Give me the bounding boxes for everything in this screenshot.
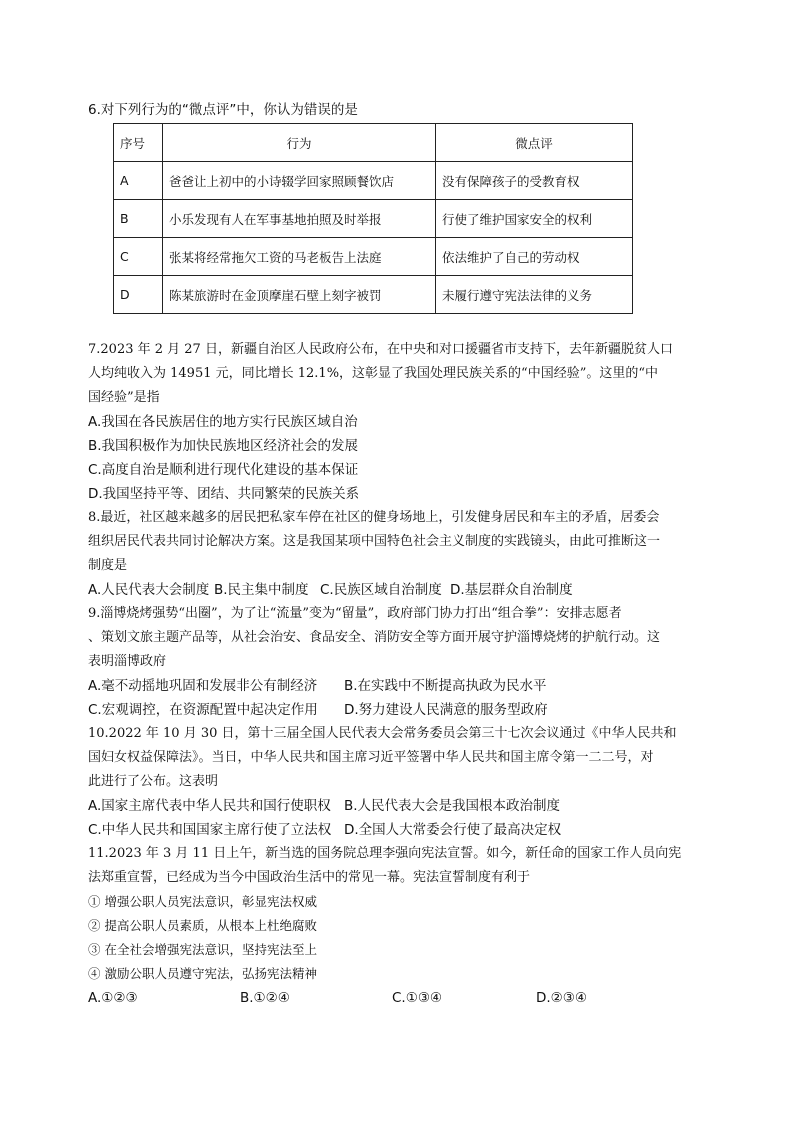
row-comment: 行使了维护国家安全的权利 [436, 200, 633, 238]
q7-option-c: C.高度自治是顺利进行现代化建设的基本保证 [88, 462, 359, 478]
q8-line-2: 组织居民代表共同讨论解决方案。这是我国某项中国特色社会主义制度的实践镜头，由此可推断这一 [88, 534, 661, 549]
q11-line-2: 法郑重宣誓，已经成为当今中国政治生活中的常见一幕。宪法宣誓制度有利于 [88, 870, 531, 885]
table-row [114, 238, 633, 276]
q10-option-b: B.人民代表大会是我国根本政治制度 [344, 798, 561, 814]
row-comment: 未履行遵守宪法法律的义务 [436, 276, 633, 314]
row-index: C [114, 238, 163, 276]
table-row [114, 276, 633, 314]
header-cell-comment: 微点评 [436, 124, 633, 162]
q9-options-row-1 [88, 674, 708, 698]
q11-option-a: A.①②③ [88, 990, 138, 1006]
q8-line-3: 制度是 [88, 558, 128, 573]
q10-option-d: D.全国人大常委会行使了最高决定权 [344, 822, 562, 838]
q11-item-4: ④ 激励公职人员遵守宪法，弘扬宪法精神 [88, 966, 317, 981]
row-index: B [114, 200, 163, 238]
q11-item-2: ② 提高公职人员素质，从根本上杜绝腐败 [88, 918, 317, 933]
row-index: A [114, 162, 163, 200]
q10-line-1: 10.2022 年 10 月 30 日，第十三届全国人民代表大会常务委员会第三十七次会议通过《中华人民共和 [88, 726, 677, 741]
q9-line-1: 9.淄博烧烤强势“出圈”，为了让“流量”变为“留量”，政府部门协力打出“组合拳”：安排志愿者 [88, 606, 622, 621]
q10-line-2: 国妇女权益保障法》。当日，中华人民共和国主席习近平签署中华人民共和国主席令第一二二号，对 [88, 750, 654, 765]
q9-options-row-2 [88, 698, 708, 722]
row-comment: 依法维护了自己的劳动权 [436, 238, 633, 276]
q6-stem: 6.对下列行为的“微点评”中，你认为错误的是 [88, 102, 358, 118]
q10-line-3: 此进行了公布。这表明 [88, 774, 219, 789]
header-cell-index: 序号 [114, 124, 163, 162]
q10-options-row-1 [88, 794, 708, 818]
row-behavior: 爸爸让上初中的小诗辍学回家照顾餐饮店 [163, 162, 436, 200]
row-comment: 没有保障孩子的受教育权 [436, 162, 633, 200]
row-behavior: 陈某旅游时在金顶摩崖石壁上刻字被罚 [163, 276, 436, 314]
q9-option-a: A.毫不动摇地巩固和发展非公有制经济 [88, 678, 318, 694]
q8-options [88, 578, 708, 602]
q11-item-1: ① 增强公职人员宪法意识，彰显宪法权威 [88, 894, 317, 909]
table-row [114, 200, 633, 238]
q8-option-a: A.人民代表大会制度 [88, 582, 210, 598]
row-behavior: 张某将经常拖欠工资的马老板告上法庭 [163, 238, 436, 276]
q11-option-c: C.①③④ [392, 990, 443, 1006]
q9-line-3: 表明淄博政府 [88, 654, 167, 669]
q7-option-b: B.我国积极作为加快民族地区经济社会的发展 [88, 438, 359, 454]
row-behavior: 小乐发现有人在军事基地拍照及时举报 [163, 200, 436, 238]
q8-option-c: C.民族区域自治制度 [320, 582, 442, 598]
q7-option-a: A.我国在各民族居住的地方实行民族区域自治 [88, 414, 358, 430]
q9-option-d: D.努力建设人民满意的服务型政府 [344, 702, 548, 718]
table-header-row [114, 124, 633, 162]
q10-options-row-2 [88, 818, 708, 842]
q8-option-b: B.民主集中制度 [214, 582, 309, 598]
row-index: D [114, 276, 163, 314]
q10-option-a: A.国家主席代表中华人民共和国行使职权 [88, 798, 331, 814]
q7-option-d: D.我国坚持平等、团结、共同繁荣的民族关系 [88, 486, 360, 502]
q7-line-2: 人均纯收入为 14951 元，同比增长 12.1%，这彰显了我国处理民族关系的“中国经验”。这里的“中 [88, 366, 658, 381]
q11-option-d: D.②③④ [536, 990, 587, 1006]
q11-options [88, 986, 708, 1010]
q7-line-1: 7.2023 年 2 月 27 日，新疆自治区人民政府公布，在中央和对口援疆省市支持下，去年新疆脱贫人口 [88, 342, 673, 357]
q9-option-c: C.宏观调控，在资源配置中起决定作用 [88, 702, 318, 718]
q7-line-3: 国经验”是指 [88, 390, 160, 405]
q11-line-1: 11.2023 年 3 月 11 日上午，新当选的国务院总理李强向宪法宣誓。如今，新任命的国家工作人员向宪 [88, 846, 682, 861]
table-row [114, 162, 633, 200]
q9-option-b: B.在实践中不断提高执政为民水平 [344, 678, 547, 694]
q10-option-c: C.中华人民共和国国家主席行使了立法权 [88, 822, 332, 838]
q9-line-2: 、策划文旅主题产品等，从社会治安、食品安全、消防安全等方面开展守护淄博烧烤的护航行动。这 [88, 630, 661, 645]
q8-option-d: D.基层群众自治制度 [450, 582, 573, 598]
q8-line-1: 8.最近，社区越来越多的居民把私家车停在社区的健身场地上，引发健身居民和车主的矛盾，居委会 [88, 510, 660, 525]
header-cell-behavior: 行为 [163, 124, 436, 162]
q11-option-b: B.①②④ [240, 990, 290, 1006]
q6-table [113, 123, 633, 314]
q11-item-3: ③ 在全社会增强宪法意识，坚持宪法至上 [88, 942, 317, 957]
